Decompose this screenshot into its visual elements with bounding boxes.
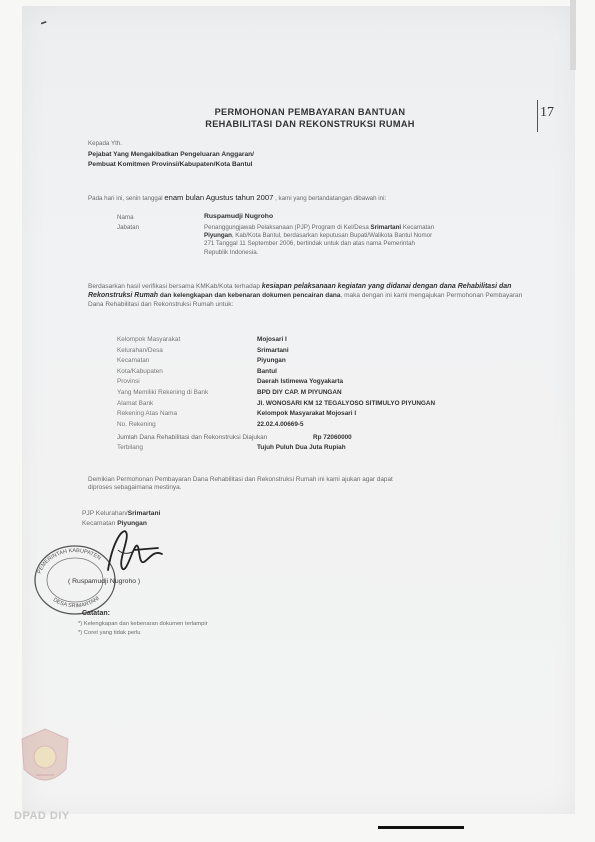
- amount-label: Jumlah Dana Rehabilitasi dan Rekonstruksi Diajukan: [117, 434, 268, 441]
- note-1: *) Kelengkapan dan kebenaran dokumen terlampir: [78, 621, 208, 627]
- field-row: [117, 400, 537, 410]
- regional-crest-logo: [16, 725, 74, 795]
- notes-title: Catatan:: [82, 610, 111, 617]
- field-label: Kelompok Masyarakat: [117, 336, 181, 343]
- stamp-text-bottom: DESA SRIMARTANI: [51, 595, 101, 610]
- position-value: [204, 224, 534, 257]
- amount-row: [117, 434, 537, 444]
- field-row: [117, 410, 537, 420]
- field-row: [117, 368, 537, 378]
- date-line: [88, 194, 528, 203]
- page-number: 17: [540, 105, 554, 120]
- field-row: [117, 378, 537, 388]
- field-value: BPD DIY CAP. M PIYUNGAN: [257, 389, 342, 396]
- position-text-4: , Kab/Kota Bantul, berdasarkan keputusan Bupati/Walikota Bantul Nomor: [231, 232, 433, 240]
- field-value: Kelompok Masyarakat Mojosari I: [257, 410, 357, 418]
- signer-district-prefix: Kecamatan: [82, 520, 116, 527]
- addressee-intro: Kepada Yth.: [88, 140, 122, 147]
- position-text-2: Kecamatan: [402, 224, 435, 231]
- paper-edge: [570, 0, 576, 70]
- position-text-6: Republik Indonesia.: [204, 248, 259, 256]
- para-emphasis-3: dan kelengkapan dan kebenaran dokumen pencairan: [159, 292, 324, 299]
- field-label: Provinsi: [117, 378, 140, 386]
- field-value: 22.02.4.00669-5: [257, 420, 304, 428]
- field-label: Kelurahan/Desa: [117, 346, 163, 354]
- position-label: Jabatan: [117, 224, 140, 231]
- handwritten-signature: [88, 520, 178, 580]
- field-row: [117, 347, 537, 357]
- addressee-line-2: Pembuat Komitmen Provinsi/Kabupaten/Kota Bantul: [88, 161, 253, 168]
- corner-pen-mark: -: [34, 10, 54, 37]
- field-value: Mojosari I: [257, 336, 287, 343]
- field-row: [117, 336, 537, 346]
- field-row: [117, 389, 537, 399]
- title-line-1: PERMOHONAN PEMBAYARAN BANTUAN: [214, 107, 406, 117]
- field-value: Jl. WONOSARI KM 12 TEGALYOSO SITIMULYO PIYUNGAN: [257, 399, 436, 407]
- field-value: Bantul: [257, 367, 277, 375]
- date-value: enam bulan Agustus tahun 2007: [164, 193, 274, 202]
- para-emphasis-4: dana: [325, 292, 341, 299]
- field-label: No. Rekening: [117, 420, 156, 428]
- title-line-2: REHABILITASI DAN REKONSTRUKSI RUMAH: [205, 119, 415, 129]
- field-label: Rekening Atas Nama: [117, 410, 178, 418]
- watermark: DPAD DIY: [14, 810, 70, 822]
- position-district: Piyungan: [204, 232, 232, 240]
- position-text-5: 271 Tanggal 11 September 2006, bertindak untuk dan atas nama Pemerintah: [204, 240, 415, 248]
- field-row: [117, 357, 537, 367]
- field-label: Kecamatan: [117, 357, 150, 365]
- bottom-bar: [378, 826, 464, 829]
- para-emphasis-1: kesiapan pelaksanaan kegiatan yang didanai: [261, 283, 411, 290]
- position-village: Srimartani: [370, 224, 402, 231]
- para-text-3: untuk:: [215, 301, 234, 308]
- note-2: *) Coret yang tidak perlu: [78, 630, 141, 636]
- document-title: [150, 106, 470, 130]
- signer-name: ( Ruspamudji Nugroho ): [68, 578, 141, 585]
- field-row: [117, 421, 537, 431]
- field-value: Piyungan: [257, 357, 286, 365]
- stamp-text-top: PEMERINTAH KABUPATEN: [36, 547, 102, 575]
- spelled-value: Tujuh Puluh Dua Juta Rupiah: [257, 444, 346, 451]
- para-text-2: , maka dengan ini kami mengajukan Permohonan Pembayaran Dana Rehabilitasi dan Rekonstruksi Rumah: [88, 292, 523, 308]
- addressee-line-1: Pejabat Yang Mengakibatkan Pengeluaran Anggaran/: [88, 151, 254, 158]
- signer-village: Srimartani: [127, 510, 161, 517]
- field-label: Yang Memiliki Rekening di Bank: [117, 389, 209, 396]
- signer-role: [82, 510, 160, 518]
- verification-paragraph: [88, 282, 538, 309]
- page-number-divider: [537, 100, 538, 132]
- para-emphasis-2: dengan dana Rehabilitasi dan Rekonstruksi Rumah: [88, 283, 512, 299]
- amount-value: Rp 72060000: [313, 434, 352, 441]
- spelled-amount-row: [117, 444, 537, 454]
- closing-line-1: Demikian Permohonan Pembayaran Dana Rehabilitasi dan Rekonstruksi Rumah ini kami ajukan agar dapat: [88, 476, 393, 483]
- field-value: Srimartani: [257, 346, 289, 354]
- date-suffix: , kami yang bertandatangan dibawah ini:: [275, 195, 387, 202]
- field-label: Alamat Bank: [117, 399, 154, 407]
- name-value: Ruspamudji Nugroho: [204, 213, 274, 220]
- name-label: Nama: [117, 214, 134, 221]
- para-text-1: Berdasarkan hasil verifikasi bersama KMKab/Kota terhadap: [88, 283, 260, 290]
- field-value: Daerah Istimewa Yogyakarta: [257, 378, 344, 386]
- signer-role-prefix: PJP Kelurahan/: [82, 510, 128, 517]
- position-text-1: Penanggungjawab Pelaksanaan (PJP) Program di Kel/Desa: [204, 224, 369, 231]
- signer-district: Piyungan: [117, 520, 147, 527]
- date-prefix: Pada hari ini, senin tanggal: [88, 195, 163, 202]
- spelled-label: Terbilang: [117, 444, 143, 451]
- closing-line-2: diproses sebagaimana mestinya.: [88, 484, 182, 492]
- closing-paragraph: [88, 476, 538, 492]
- field-label: Kota/Kabupaten: [117, 367, 163, 375]
